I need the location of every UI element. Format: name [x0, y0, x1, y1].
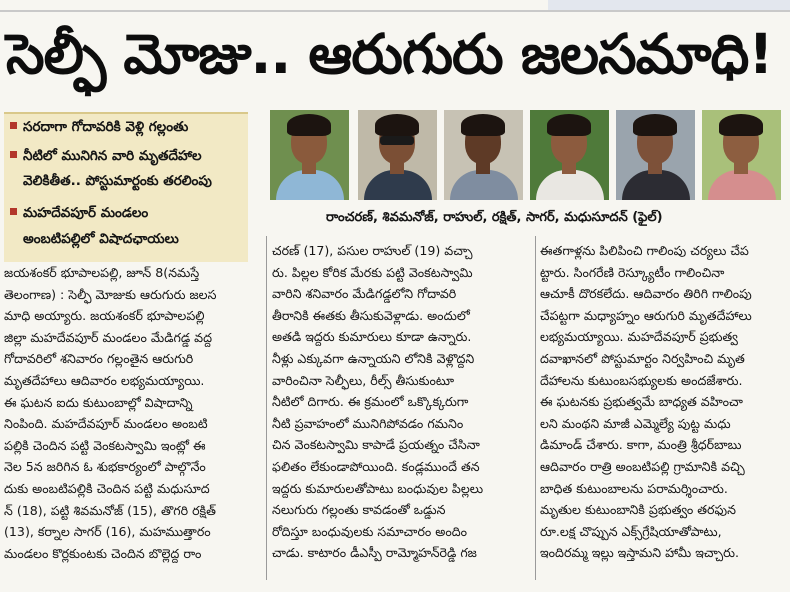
top-border — [0, 0, 790, 12]
photo-caption: రాంచరణ్, శివమనోజ్, రాహుల్, రక్షిత్, సాగర్, మధుసూదన్ (ఫైల్) — [326, 210, 663, 225]
article-line: డిమాండ్ చేశారు. కాగా, మంత్రి శ్రీధర్‌బాబు — [540, 437, 742, 453]
article-line: ట్టారు. సింగరేణి రెస్క్యూటీం గాలించినా — [540, 264, 725, 280]
article-line: ఆదివారం రాత్రి అంబటిపల్లి గ్రామానికి వచ్చి — [540, 458, 745, 474]
victim-photo — [358, 110, 437, 200]
article-line: లభ్యమయ్యాయి. మహదేవపూర్ ప్రభుత్వ — [540, 329, 738, 345]
article-line: తెలంగాణ) : సెల్ఫీ మోజుకు ఆరుగురు జలస — [4, 286, 217, 302]
highlight-3-cont: అంబటిపల్లిలో విషాదఛాయలు — [23, 231, 179, 247]
article-line: నెల 5న జరిగిన ఓ శుభకార్యంలో పాల్గొనేం — [4, 459, 206, 475]
article-line: నలుగురు గల్లంతు కావడంతో ఒడ్డున — [272, 502, 446, 518]
article-line: చిన వెంకటస్వామి కాపాడే ప్రయత్నం చేసినా — [272, 437, 480, 453]
victim-photo — [702, 110, 781, 200]
headline: సెల్ఫీ మోజు.. ఆరుగురు జలసమాధి! — [6, 22, 773, 86]
article-line: మృతుల కుటుంబానికి ప్రభుత్వం తరఫున — [540, 502, 736, 518]
bullet-square-icon — [10, 122, 17, 129]
article-line: దుకు అంబటిపల్లికి చెందిన పట్టి మధుసూద — [4, 480, 210, 496]
highlights-box — [4, 112, 248, 262]
bullet-square-icon — [10, 151, 17, 158]
highlight-1: సరదాగా గోదావరికి వెళ్లి గల్లంతు — [10, 114, 246, 141]
article-line: రు. పిల్లల కోరిక మేరకు పట్టి వెంకటస్వామి — [272, 264, 473, 280]
article-line: ఇద్దరు కుమారులతోపాటు బంధువుల పిల్లలు — [272, 480, 484, 496]
column-divider — [535, 236, 536, 580]
victim-photo — [530, 110, 609, 200]
article-line: చరణ్ (17), పసుల రాహుల్ (19) వచ్చా — [272, 243, 473, 258]
highlight-2: నీటిలో మునిగిన వారి మృతదేహాల — [10, 143, 246, 170]
column-divider — [266, 236, 267, 580]
bullet-square-icon — [10, 208, 17, 215]
article-line: నీళ్లు ఎక్కువగా ఉన్నాయని లోనికి వెళ్లొద్దని — [272, 350, 475, 366]
article-line: న్ (18), పట్టి శివమనోజ్ (15), తొగరి రక్షిత్ — [4, 502, 216, 518]
article-line: బాధిత కుటుంబాలను పరామర్శించారు. — [540, 480, 728, 496]
article-line: ఈతగాళ్లను పిలిపించి గాలింపు చర్యలు చేప — [540, 243, 749, 258]
article-line: ఈ ఘటనకు ప్రభుత్వమే బాధ్యత వహించా — [540, 394, 743, 410]
article-line: మృతదేహాలు ఆదివారం లభ్యమయ్యాయి. — [4, 372, 205, 388]
highlight-3: మహదేవపూర్ మండలం — [10, 200, 246, 227]
article-line: మాధి అయ్యారు. జయశంకర్ భూపాలపల్లి — [4, 308, 205, 324]
article-line: ఆచూకీ దొరకలేదు. ఆదివారం తిరిగి గాలింపు — [540, 286, 752, 302]
article-column-2 — [272, 240, 530, 564]
article-line: దేహాలను కుటుంబసభ్యులకు అందజేశారు. — [540, 372, 743, 388]
highlight-2-cont: వెలికితీత.. పోస్టుమార్టంకు తరలింపు — [23, 173, 212, 189]
article-line: వారించినా సెల్ఫీలు, రీల్స్ తీసుకుంటూ — [272, 372, 455, 388]
article-line: పల్లికి చెందిన పట్టి వెంకటస్వామి ఇంట్లో ఈ — [4, 437, 206, 453]
article-line: నీటిలో దిగారు. ఈ క్రమంలో ఒక్కొక్కరుగా — [272, 394, 469, 410]
article-line: జిల్లా మహదేవపూర్ మండలం మేడిగడ్డ వద్ద — [4, 329, 213, 345]
article-line: తీరానికి ఈతకు తీసుకువెళ్లాడు. అందులో — [272, 307, 470, 323]
article-line: జయశంకర్ భూపాలపల్లి, జూన్ 8(నమస్తే — [4, 265, 200, 280]
article-line: మండలం కొర్లకుంటకు చెందిన బొల్లెద్ద రాం — [4, 545, 202, 561]
article-column-3 — [540, 240, 786, 564]
article-line: దవాఖానలో పోస్టుమార్టం నిర్వహించి మృత — [540, 350, 745, 366]
article-column-1 — [4, 262, 262, 564]
victim-photo — [270, 110, 349, 200]
article-line: ఈ ఘటన ఐదు కుటుంబాల్లో విషాదాన్ని — [4, 394, 193, 410]
victim-photo — [444, 110, 523, 200]
article-line: నీటి ప్రవాహంలో మునిగిపోవడం గమనిం — [272, 415, 464, 431]
article-line: చేపట్టగా మధ్యాహ్నం ఆరుగురి మృతదేహాలు — [540, 307, 752, 323]
article-line: అతడి ఇద్దరు కుమారులు కూడా ఉన్నారు. — [272, 329, 472, 345]
article-line: చాడు. కాటారం డీఎస్పీ రామ్మోహన్‌రెడ్డి గజ — [272, 545, 477, 561]
article-line: ఇందిరమ్మ ఇల్లు ఇస్తామని హామీ ఇచ్చారు. — [540, 545, 739, 561]
article-line: రూ.లక్ష చొప్పున ఎక్స్‌గ్రేషియాతోపాటు, — [540, 523, 722, 539]
article-line: ఫలితం లేకుండాపోయింది. కండ్లముందే తన — [272, 458, 480, 474]
article-line: లని మంథని మాజీ ఎమ్మెల్యే పుట్ట మధు — [540, 415, 731, 431]
article-line: (13), కర్నాల సాగర్ (16), మహముత్తారం — [4, 524, 211, 540]
adjacent-clipping-edge — [548, 0, 790, 10]
victim-photos — [270, 110, 786, 202]
victim-photo — [616, 110, 695, 200]
article-line: గోదావరిలో శనివారం గల్లంతైన ఆరుగురి — [4, 351, 194, 367]
article-line: వారిని శనివారం మేడిగడ్డలోని గోదావరి — [272, 286, 457, 302]
article-line: నింపింది. మహదేవపూర్ మండలం అంబటి — [4, 416, 208, 432]
article-line: రోదిస్తూ బంధువులకు సమాచారం అందిం — [272, 523, 468, 539]
